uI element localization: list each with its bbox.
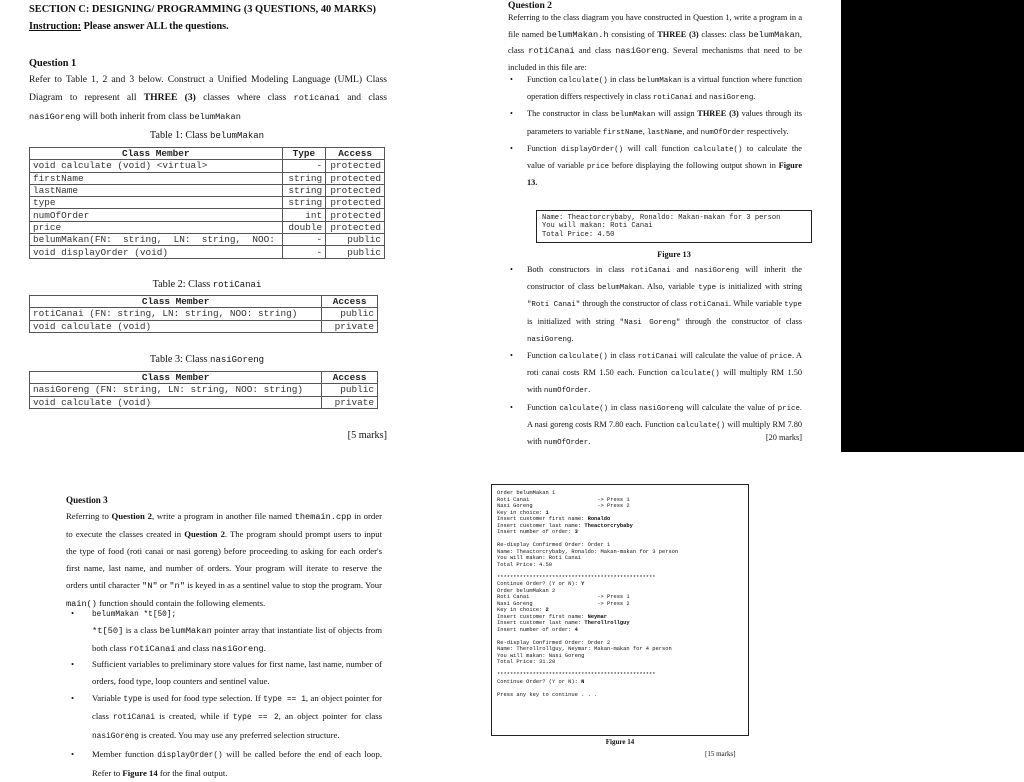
table-cell: price (30, 221, 283, 233)
code-text: belumMakan (610, 111, 656, 120)
text: for the final output. (157, 767, 228, 778)
question-2-heading: Question 2 (508, 0, 552, 11)
text: through the constructor of class (580, 299, 690, 309)
text: Sufficient variables to preliminary store values for first name, last name, number of orders, food type, loop counters and sentinel value. (92, 659, 382, 686)
text: , (642, 126, 647, 136)
table-cell: string (282, 172, 326, 184)
text: in class (607, 75, 638, 84)
table-header-row (30, 372, 378, 384)
console-line: Continue Order? (Y or N): N (497, 678, 585, 685)
section-title: SECTION C: DESIGNING/ PROGRAMMING (3 QUESTIONS, 40 MARKS) (29, 4, 376, 15)
bold-text: Figure 13. (527, 161, 803, 188)
code-text: rotiCanai (652, 94, 693, 103)
text: consisting of (608, 29, 658, 39)
text: is used for food type selection. If (142, 692, 264, 703)
text: in class (607, 351, 638, 361)
table-cell: protected (326, 160, 385, 172)
table-row (30, 197, 385, 209)
code-text: nasiGoreng (211, 643, 264, 654)
text: is created, while if (155, 711, 233, 722)
text: . (571, 333, 574, 343)
column-header: Class Member (30, 148, 283, 160)
code-text: "N" (142, 581, 158, 591)
console-line: Press any key to continue . . . (497, 691, 598, 698)
console-line: Insert number of order: 4 (497, 626, 578, 633)
bold-text: Figure 14 (122, 767, 158, 778)
code-text: numOfOrder (543, 387, 589, 396)
text: Function (527, 402, 560, 412)
code-text: *t[50] (92, 626, 124, 636)
table-row (30, 160, 385, 172)
bullet-item (508, 141, 802, 192)
table-1-caption: Table 1: Class belumMakan (149, 130, 265, 141)
table-cell: string (282, 184, 326, 196)
text: . The program should prompt users to input the type of food (roti canai or nasi goreng) before proceeding to asking for each order's first name, last name, and number of orders. Your program will iterate to reserve the orders until character (66, 529, 383, 590)
question-3-bullets (66, 656, 382, 782)
console-line: Re-display Confirmed Order: Order 1 (497, 542, 611, 548)
question-2-intro (508, 10, 802, 76)
question-2-bullets-b (508, 262, 802, 451)
figure-13-caption: Figure 13 (657, 250, 691, 259)
column-header: Class Member (30, 296, 322, 308)
bullet-item (508, 72, 802, 106)
table-cell: protected (326, 184, 385, 196)
text: Function (527, 143, 561, 153)
text: , class (508, 29, 802, 56)
text: , an object pointer for class (278, 711, 382, 722)
table-cell: protected (326, 197, 385, 209)
console-line: Name: Theactorcrybaby, Ronaldo: Makan-makan for 3 person (497, 548, 679, 555)
text: in class (608, 402, 640, 412)
text: classes: class (698, 29, 749, 39)
text: will inherit the constructor of class (527, 265, 802, 292)
code-text: type (698, 284, 717, 293)
column-header: Access (326, 148, 385, 160)
console-line: Order belumMakan 2 (497, 587, 556, 594)
code-text: "Nasi Goreng" (619, 318, 681, 327)
console-line: Insert customer first name: Neymar (497, 613, 607, 620)
code-text: displayOrder() (157, 751, 223, 760)
column-header: Access (322, 296, 378, 308)
text: Referring to the class diagram you have constructed in Question 1, write a program in a file named (508, 13, 802, 39)
table-header-row (30, 148, 385, 160)
column-header: Access (322, 372, 378, 384)
console-line: Insert number of order: 3 (497, 529, 578, 535)
table-cell: public (326, 234, 385, 246)
text: , write a program in another file named (151, 511, 295, 521)
console-line: Roti Canai -> Press 1 (497, 594, 630, 600)
text: values through its parameters to variable (527, 109, 803, 136)
text: will be called before the end of each loop. Refer to (92, 748, 383, 778)
code-text: rotiCanai (528, 46, 575, 57)
text: is initialized with string (716, 282, 803, 292)
table-cell: - (282, 234, 326, 246)
text: in order to execute the classes created in (66, 511, 383, 539)
code-text: belumMakan *t[50]; (92, 611, 177, 619)
code-text: type == 1 (263, 695, 306, 704)
console-line: Nasi Goreng -> Press 2 (497, 503, 630, 509)
table-cell: lastName (30, 184, 283, 196)
text: is created. You may use any preferred selection structure. (138, 730, 340, 741)
code-text: lastName (646, 128, 683, 137)
text: and class (175, 642, 212, 653)
column-header: Type (282, 148, 326, 160)
text: . A roti canai costs RM 1.50 each. Function (527, 351, 802, 378)
bullet-item (66, 605, 382, 624)
text: to calculate the value of variable (527, 143, 802, 171)
table-row (30, 308, 378, 320)
code-text: rotiCanai (112, 714, 156, 723)
text: and (670, 265, 695, 274)
column-header: Class Member (30, 372, 322, 384)
table-2-class-roticanai (29, 295, 378, 333)
text: Function (527, 351, 559, 361)
code-text: calculate() (559, 404, 609, 413)
bullet-item (508, 106, 802, 140)
text: will multiply RM 7.80 with (527, 419, 802, 447)
text: will calculate the value of (677, 351, 770, 361)
text: will assign (655, 109, 698, 119)
figure-14-page (455, 452, 1024, 768)
console-line: Total Price: 4.50 (497, 561, 552, 568)
table-cell: void calculate (void) <virtual> (30, 160, 283, 172)
table-cell: firstName (30, 172, 283, 184)
console-line: Insert customer last name: Therollrollguy (497, 620, 630, 626)
question-3-bullet-pointer-array (66, 605, 382, 624)
table-cell: belumMakan(FN: string, LN: string, NOO: (30, 234, 283, 246)
text: or (157, 580, 170, 590)
table-cell: public (322, 308, 378, 320)
code-text: rotiCanai (637, 353, 678, 362)
table-cell: public (322, 384, 378, 396)
table-row (30, 234, 385, 246)
console-line: You will makan: Roti Canai (497, 555, 582, 561)
console-line: Name: Therollrollguy, Neymar: Makan-makan for 4 person (497, 646, 672, 652)
code-text: calculate() (670, 370, 720, 379)
table-row (30, 384, 378, 396)
table-cell: void calculate (void) (30, 396, 322, 408)
table-cell: nasiGoreng (FN: string, LN: string, NOO: string) (30, 384, 322, 396)
text: and (692, 92, 709, 102)
code-text: price (777, 404, 800, 413)
table-cell: protected (326, 172, 385, 184)
text: will multiply RM 1.50 with (527, 368, 802, 395)
table-row (30, 184, 385, 196)
code-text: calculate() (558, 77, 608, 85)
text: The constructor in class (527, 109, 611, 119)
bold-text: Question 2 (111, 511, 152, 521)
bullet-item (508, 348, 802, 400)
text: Variable (92, 692, 124, 703)
code-text: type == 2 (232, 714, 279, 723)
code-text: nasiGoreng (639, 404, 684, 413)
code-text: calculate() (558, 353, 608, 362)
console-line: ************************************************* (497, 672, 656, 678)
table-cell: string (282, 197, 326, 209)
text: function should contain the following elements. (96, 598, 266, 608)
code-text: main() (66, 599, 97, 609)
console-line: Roti Canai -> Press 1 (497, 496, 630, 503)
code-text: type (123, 695, 143, 704)
text: is a virtual function where function operation differs respectively in class (527, 75, 803, 102)
table-cell: type (30, 197, 283, 209)
table-cell: public (326, 246, 385, 258)
code-text: belumMakan (637, 77, 682, 85)
question-2-bullets-a (508, 72, 802, 191)
code-text: nasiGoreng (527, 335, 572, 344)
text: . (588, 437, 591, 447)
question-3-page (0, 452, 450, 778)
console-line: ************************************************* (497, 574, 656, 581)
console-line: Key in choice: 1 (497, 509, 549, 516)
console-line: You will makan: Nasi Goreng (497, 652, 585, 659)
bullet-item (508, 400, 802, 452)
code-text: nasiGoreng (615, 46, 667, 57)
table-cell: void calculate (void) (30, 320, 322, 332)
bold-text: THREE (3) (657, 29, 699, 39)
text: is keyed in as a sentinel value to stop the program. Your (184, 580, 382, 590)
dark-background (841, 0, 1024, 452)
bullet-item (66, 656, 382, 690)
text: . Several mechanisms that need to be included in this file are: (508, 46, 802, 72)
code-text: belumMakan.h (546, 29, 609, 40)
text: respectively. (744, 126, 789, 136)
table-row (30, 221, 385, 233)
question-2-marks: [20 marks] (765, 433, 802, 442)
code-text: "Roti Canai" (527, 301, 581, 310)
code-text: rotiCanai (630, 267, 671, 275)
console-line: Insert customer last name: Theactorcrybaby (497, 522, 633, 529)
console-line: Nasi Goreng -> Press 2 (497, 600, 630, 607)
question-1-text: Refer to Table 1, 2 and 3 below. Construct a Unified Modeling Language (UML) Class Diagram to represent all THREE (3) classes where class roticanai and class nasiGoreng will both inherit from class belumMakan (29, 74, 387, 122)
text: through the constructor of class (680, 316, 802, 326)
question-2-page (455, 0, 841, 452)
table-cell: void displayOrder (void) (30, 246, 283, 258)
code-text: nasiGoreng (92, 733, 139, 742)
code-text: calculate() (676, 421, 726, 430)
code-text: calculate() (693, 145, 743, 154)
table-cell: private (322, 396, 378, 408)
question-3-pointer-description (66, 622, 382, 658)
table-cell: protected (326, 209, 385, 221)
text: . While variable (729, 299, 785, 309)
table-cell: protected (326, 221, 385, 233)
code-text: nasiGoreng (708, 94, 754, 103)
text: and class (574, 46, 616, 56)
code-text: nasiGoreng (694, 267, 740, 275)
table-3-caption: Table 3: Class nasiGoreng (149, 354, 265, 365)
console-line: Continue Order? (Y or N): Y (497, 581, 585, 587)
table-2-caption: Table 2: Class rotiCanai (152, 279, 262, 290)
text: Referring to (66, 511, 112, 521)
question-1-page (0, 0, 445, 447)
code-text: "n" (169, 581, 185, 591)
question-3-heading: Question 3 (66, 495, 108, 505)
text: will calculate the value of (683, 402, 778, 412)
console-line: Re-display Confirmed Order: Order 2 (497, 639, 611, 646)
figure-14-caption: Figure 14 (605, 738, 635, 746)
code-text: price (769, 353, 792, 362)
code-text: firstName (602, 128, 643, 137)
text: before displaying the following output shown in (609, 161, 779, 171)
console-line: Insert customer first name: Ronaldo (497, 516, 611, 522)
text: . (263, 642, 266, 653)
question-1-marks: [5 marks] (347, 430, 387, 441)
code-text: type (784, 301, 802, 310)
table-cell: numOfOrder (30, 209, 283, 221)
instruction: Instruction: Please answer ALL the questions. (29, 21, 229, 32)
text: Function (527, 75, 559, 84)
console-line: Order belumMakan 1 (497, 490, 556, 496)
text: , an object pointer for class (92, 692, 382, 722)
table-cell: rotiCanai (FN: string, LN: string, NOO: string) (30, 308, 322, 320)
text: is a class (123, 625, 160, 635)
table-row (30, 246, 385, 258)
question-3-marks: [15 marks] (705, 750, 736, 758)
text: Member function (92, 748, 158, 759)
text: Both constructors in class (527, 265, 631, 274)
bold-text: THREE (3) (697, 109, 739, 119)
table-cell: - (282, 160, 326, 172)
table-cell: double (282, 221, 326, 233)
code-text: belumMakan (748, 29, 800, 40)
bullet-item (66, 746, 382, 782)
text: . (753, 92, 756, 102)
bold-text: Question 2 (184, 529, 225, 539)
table-row (30, 209, 385, 221)
code-text: numOfOrder (543, 439, 589, 448)
question-1-heading: Question 1 (29, 58, 77, 69)
code-text: themain.cpp (294, 512, 352, 522)
text: , and (682, 126, 701, 136)
table-row (30, 172, 385, 184)
table-1-class-belummakan (29, 147, 385, 259)
text: is initialized with string (527, 316, 620, 326)
code-text: belumMakan (597, 284, 642, 293)
code-text: belumMakan (159, 626, 212, 636)
question-3-intro (66, 508, 382, 613)
table-cell: int (282, 209, 326, 221)
text: . A nasi goreng costs RM 7.80 each. Function (527, 402, 802, 429)
code-text: price (586, 163, 610, 172)
code-text: rotiCanai (128, 643, 176, 654)
bullet-item (66, 690, 382, 746)
code-text: displayOrder() (561, 145, 624, 154)
code-text: rotiCanai (689, 301, 730, 310)
figure-13-output: Name: Theactorcrybaby, Ronaldo: Makan-makan for 3 person You will makan: Roti Canai Total Price: 4.50 (536, 210, 812, 243)
figure-14-console-output (491, 484, 749, 736)
bullet-item (508, 262, 802, 348)
table-row (30, 320, 378, 332)
text: pointer array that instantiate list of objects from both class (92, 625, 382, 653)
console-line: Total Price: 31.20 (497, 659, 556, 665)
code-text: numOfOrder (700, 128, 745, 137)
table-cell: private (322, 320, 378, 332)
table-cell: - (282, 246, 326, 258)
text: will call function (623, 143, 694, 153)
text: . Also, variable (641, 282, 699, 292)
console-line: Key in choice: 2 (497, 607, 549, 613)
text: . (588, 385, 591, 395)
table-header-row (30, 296, 378, 308)
table-3-class-nasigoreng (29, 371, 378, 409)
table-row (30, 396, 378, 408)
